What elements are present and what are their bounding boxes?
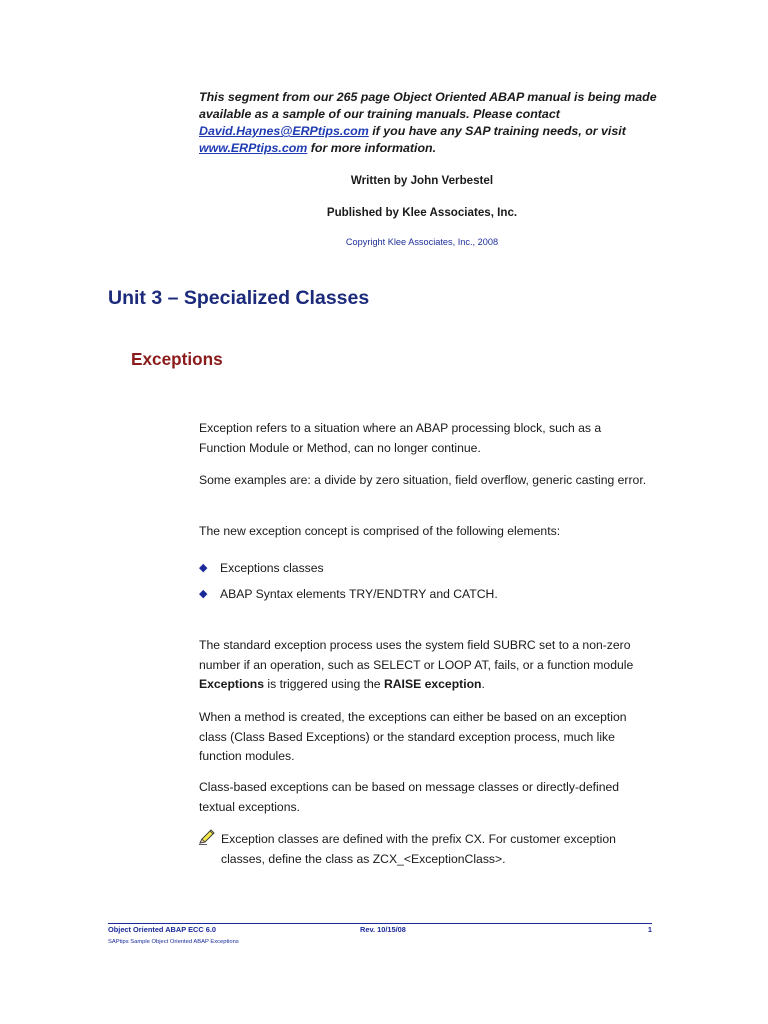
unit-title: Unit 3 – Specialized Classes	[108, 287, 370, 309]
diamond-bullet-icon: ◆	[199, 562, 208, 574]
intro-line-1: This segment from our 265 page Object Oriented ABAP manual is being made	[199, 90, 657, 104]
page-number: 1	[647, 925, 652, 934]
copyright-notice: Copyright Klee Associates, Inc., 2008	[345, 237, 499, 247]
p4-text-2: is triggered using the	[264, 677, 384, 691]
paragraph-standard-process	[199, 636, 649, 695]
paragraph-class-based: Class-based exceptions can be based on message classes or directly-defined textual exceptions.	[199, 780, 620, 814]
intro-line-4-rest: for more information.	[307, 141, 437, 155]
p4-text-3: .	[481, 677, 485, 691]
publisher-credit: Published by Klee Associates, Inc.	[326, 206, 518, 219]
intro-line-3-rest: if you have any SAP training needs, or visit	[368, 124, 626, 138]
p4-bold-exceptions: Exceptions	[199, 677, 265, 691]
footer-divider	[108, 923, 652, 924]
p4-text-1: The standard exception process uses the system field SUBRC set to a non-zero number if an operation, such as SELECT or LOOP AT, fails, or a function module	[199, 638, 634, 672]
bullet-item	[199, 560, 324, 576]
paragraph-concept-intro: The new exception concept is comprised of the following elements:	[199, 524, 561, 538]
p4-bold-raise: RAISE exception	[383, 677, 482, 691]
footer-title: Object Oriented ABAP ECC 6.0	[108, 925, 217, 934]
bullet-text: Exceptions classes	[220, 561, 324, 575]
bullet-text: ABAP Syntax elements TRY/ENDTRY and CATCH.	[220, 587, 498, 601]
footer-subtitle: SAPtips Sample Object Oriented ABAP Exceptions	[108, 939, 239, 945]
section-title: Exceptions	[131, 349, 223, 369]
note-text: Exception classes are defined with the prefix CX. For customer exception classes, define the class as ZCX_<ExceptionClass>.	[221, 832, 616, 866]
email-link[interactable]: David.Haynes@ERPtips.com	[199, 124, 369, 138]
paragraph-examples: Some examples are: a divide by zero situation, field overflow, generic casting error.	[199, 473, 647, 487]
bullet-item	[199, 586, 498, 602]
paragraph-definition: Exception refers to a situation where an ABAP processing block, such as a Function Module or Method, can no longer continue.	[199, 421, 602, 455]
website-link[interactable]: www.ERPtips.com	[199, 141, 308, 155]
intro-line-2: available as a sample of our training manuals. Please contact	[199, 107, 560, 121]
footer-revision: Rev. 10/15/08	[360, 925, 406, 934]
pencil-icon	[198, 829, 216, 845]
author-credit: Written by John Verbestel	[350, 174, 494, 187]
paragraph-method-exceptions: When a method is created, the exceptions can either be based on an exception class (Class Based Exceptions) or the standard exception process, much like function modules.	[199, 710, 627, 763]
intro-notice	[199, 89, 659, 157]
diamond-bullet-icon: ◆	[199, 588, 208, 600]
